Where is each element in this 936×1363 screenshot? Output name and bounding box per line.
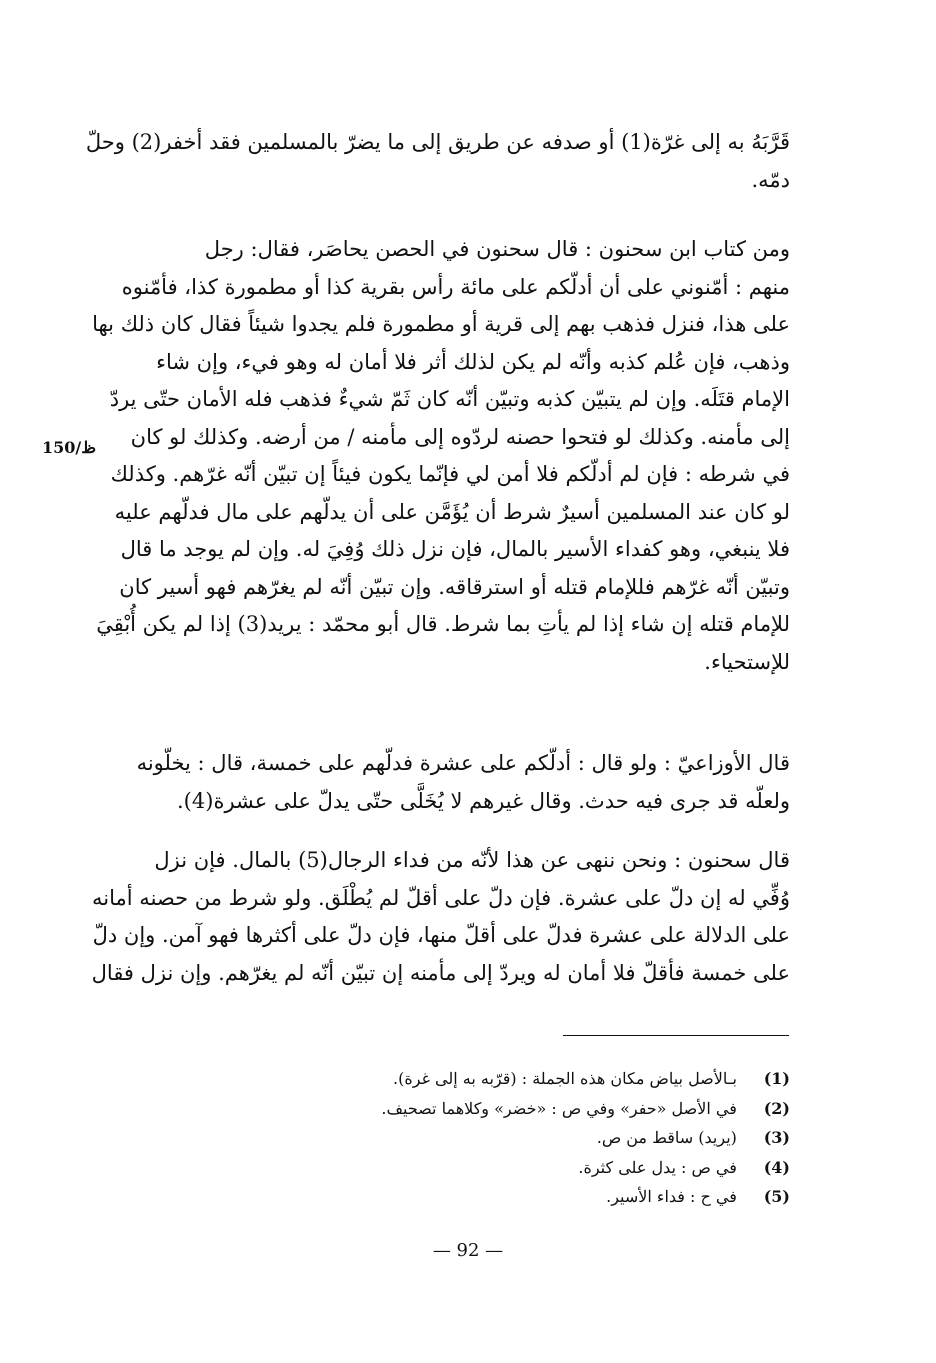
- text-line: الإمام قتَلَه. وإن لم يتبيّن كذبه وتبيّن أنّه كان ثَمّ شيءٌ فذهب فله الأمان حتّى يردّ: [109, 387, 790, 411]
- footnote-text: في الأصل «حفر» وفي ص : «خضر» وكلاهما تصحيف.: [381, 1098, 737, 1118]
- footnote-number: (4): [763, 1157, 790, 1177]
- text-line: على خمسة فأقلّ فلا أمان له ويردّ إلى مأمنه إن تبيّن أنّه لم يغرّهم. وإن نزل فقال: [91, 960, 790, 985]
- footnote-number: (5): [763, 1187, 790, 1206]
- text-line: ولعلّه قد جرى فيه حدث. وقال غيرهم لا يُخَلَّى حتّى يدلّ على عشرة(4).: [177, 788, 790, 813]
- footnote-number: (1): [763, 1069, 790, 1088]
- footnotes: [300, 1064, 790, 1212]
- text-line: لو كان عند المسلمين أسيرٌ شرط أن يُؤَمَّن على أن يدلّهم على مال فدلّهم عليه: [114, 499, 790, 524]
- paragraph-2: [92, 231, 790, 681]
- text-line: قال الأوزاعيّ : ولو قال : أدلّكم على عشرة فدلّهم على خمسة، قال : يخلّونه: [136, 751, 790, 775]
- footnote-number: (2): [763, 1098, 790, 1118]
- paragraph-4: [91, 842, 790, 992]
- text-line: وتبيّن أنّه غرّهم فللإمام قتله أو استرقاقه. وإن تبيّن أنّه لم يغرّهم فهو أسير كان: [119, 574, 790, 599]
- footnote: [300, 1064, 790, 1094]
- footnote: [300, 1182, 790, 1212]
- footnote-text: بـالأصل بياض مكان هذه الجملة : (قرّبه به إلى غرة).: [393, 1069, 737, 1088]
- footnote: [300, 1153, 790, 1183]
- text-line: قَرَّبَهُ به إلى غرّة(1) أو صدفه عن طريق إلى ما يضرّ بالمسلمين فقد أخفر(2) وحلّ: [85, 130, 790, 154]
- page-number: — 92 —: [432, 1240, 504, 1261]
- footnote-text: (يريد) ساقط من ص.: [596, 1128, 737, 1147]
- text-line: فلا ينبغي، وهو كفداء الأسير بالمال، فإن نزل ذلك وُفِيَ له. وإن لم يوجد ما قال: [120, 537, 790, 561]
- footnote-separator: [563, 1035, 789, 1036]
- text-line: دمّه.: [751, 167, 790, 192]
- text-line: قال سحنون : ونحن ننهى عن هذا لأنّه من فداء الرجال(5) بالمال. فإن نزل: [154, 848, 790, 872]
- text-line: على الدلالة على عشرة فدلّ على أقلّ منها، فإن دلّ على أكثرها فهو آمن. وإن دلّ: [92, 923, 790, 947]
- margin-folio-marker: 150/ظ: [42, 438, 97, 457]
- footnote: [300, 1123, 790, 1153]
- text-line: وُفِّي له إن دلّ على عشرة. فإن دلّ على أقلّ لم يُطْلَق. ولو شرط من حصنه أمانه: [92, 885, 790, 910]
- text-line: وذهب، فإن عُلم كذبه وأنّه لم يكن لذلك أثر فلا أمان له وهو فيء، وإن شاء: [156, 349, 790, 374]
- footnote-text: في ص : يدل على كثرة.: [578, 1157, 737, 1177]
- text-line: للإستحياء.: [704, 649, 790, 674]
- text-line: في شرطه : فإن لم أدلّكم فلا أمن لي فإنّما يكون فيئاً إن تبيّن أنّه غرّهم. وكذلك: [110, 462, 790, 486]
- paragraph-3: [118, 745, 790, 820]
- text-line: منهم : أمّنوني على أن أدلّكم على مائة رأس بقرية كذا أو مطمورة كذا، فأمّنوه: [121, 274, 790, 299]
- paragraph-1: [85, 124, 790, 199]
- footnote-text: في ح : فداء الأسير.: [606, 1187, 737, 1206]
- text-line: ومن كتاب ابن سحنون : قال سحنون في الحصن يحاصَر، فقال: رجل: [204, 237, 790, 261]
- text-line: للإمام قتله إن شاء إذا لم يأتِ بما شرط. قال أبو محمّد : يريد(3) إذا لم يكن أُبْقِيَ: [96, 612, 790, 636]
- footnote-number: (3): [763, 1128, 790, 1147]
- text-line: على هذا، فنزل فذهب بهم إلى قرية أو مطمورة فلم يجدوا شيئاً فقال كان ذلك بها: [92, 312, 790, 336]
- footnote: [300, 1094, 790, 1124]
- text-line: إلى مأمنه. وكذلك لو فتحوا حصنه لردّوه إلى مأمنه / من أرضه. وكذلك لو كان: [130, 424, 790, 449]
